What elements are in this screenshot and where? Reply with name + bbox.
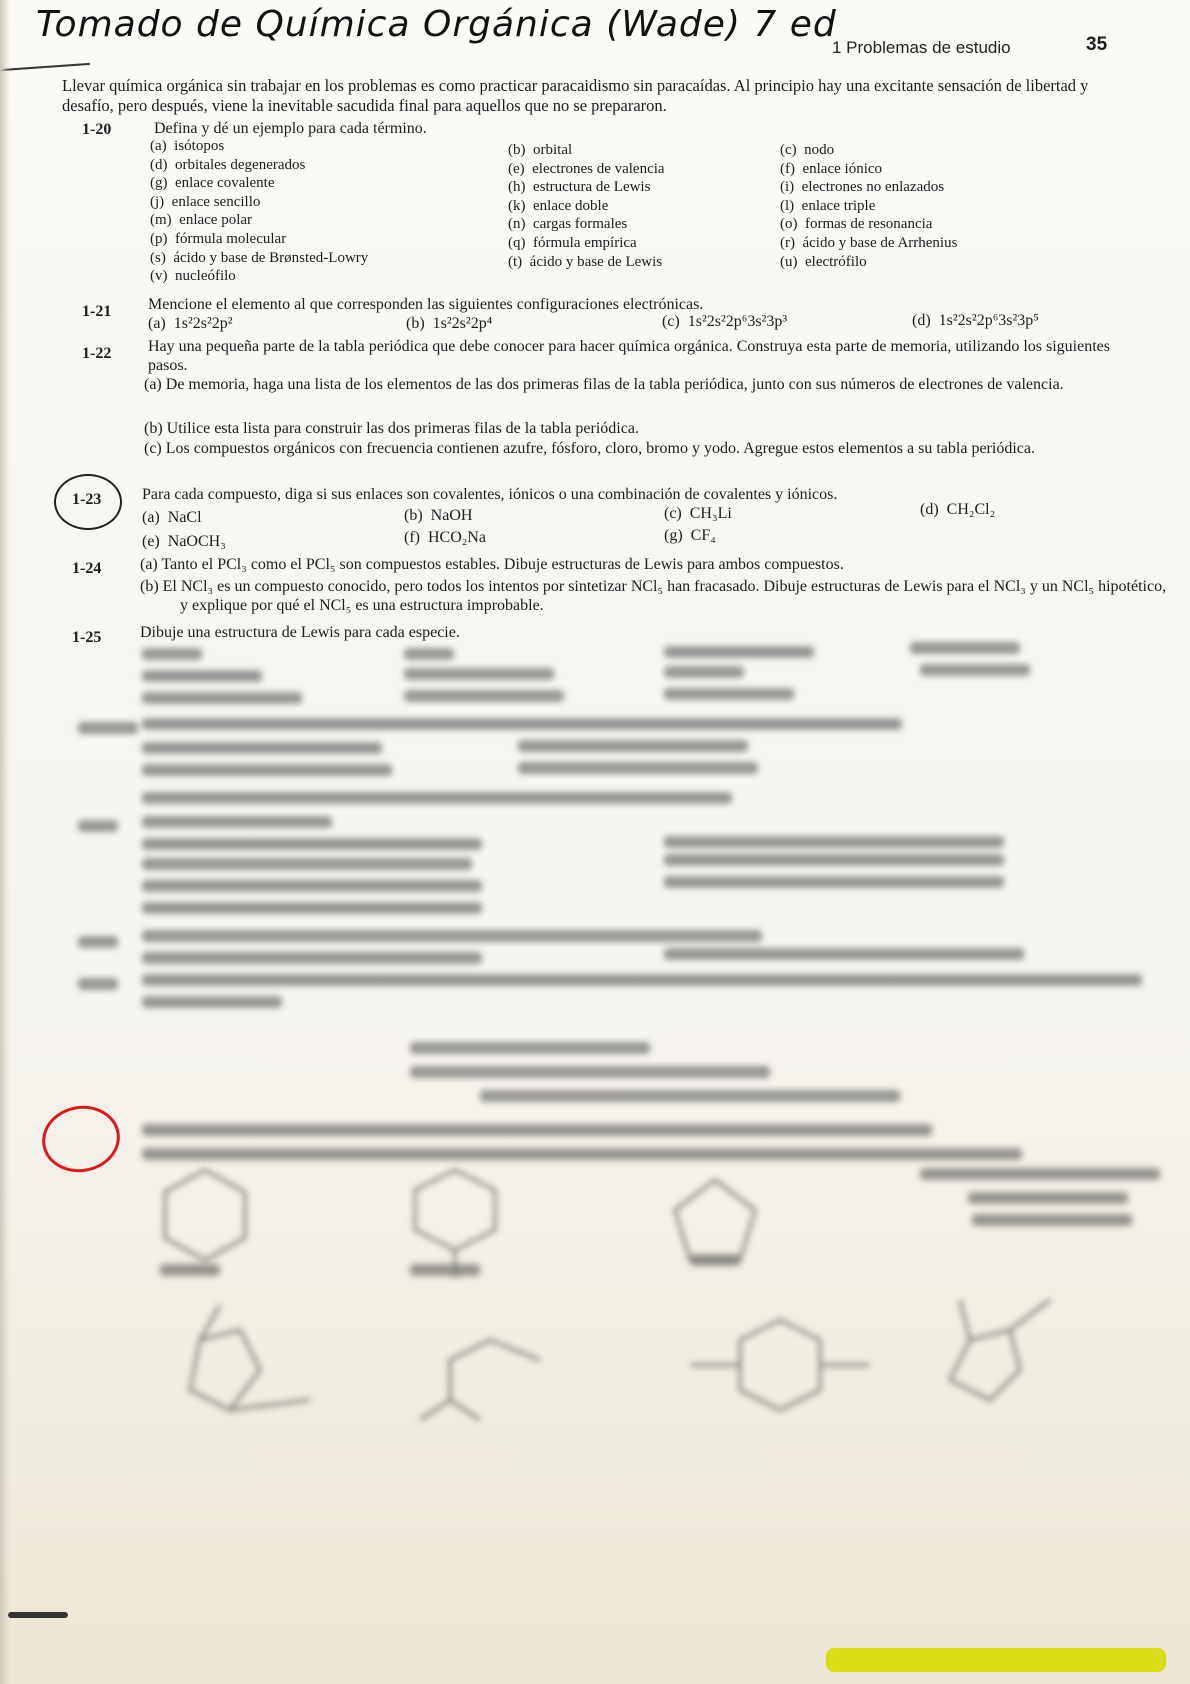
term-column-3 xyxy=(780,141,957,271)
compound-item: (f) HCO₂Na xyxy=(404,529,486,546)
term-item: (p) fórmula molecular xyxy=(150,230,287,247)
term-item: (g) enlace covalente xyxy=(150,175,275,192)
compound-item: (a) NaCl xyxy=(142,509,202,526)
problem-number: 1-21 xyxy=(82,303,112,320)
term-item: (v) nucleófilo xyxy=(150,268,236,285)
problem-number: 1-20 xyxy=(82,121,112,138)
highlighter-mark xyxy=(826,1648,1166,1672)
compound-item: (c) CH₃Li xyxy=(664,505,732,522)
problem-part: (b) Utilice esta lista para construir las dos primeras filas de la tabla periódica. xyxy=(144,420,639,437)
term-item: (q) fórmula empírica xyxy=(508,234,637,251)
problem-part: (c) Los compuestos orgánicos con frecuencia contienen azufre, fósforo, cloro, bromo y yodo. Agregue estos elementos a su tabla periódica. xyxy=(144,440,1035,457)
handwritten-underline xyxy=(0,63,90,71)
compound-item: (g) CF₄ xyxy=(664,527,716,544)
blurred-structure xyxy=(680,1310,880,1420)
blurred-structure xyxy=(150,1160,260,1280)
problem-stem: Dibuje una estructura de Lewis para cada especie. xyxy=(140,624,460,641)
problem-number: 1-22 xyxy=(82,345,112,362)
term-item: (d) orbitales degenerados xyxy=(150,156,306,173)
problem-number: 1-25 xyxy=(72,629,102,646)
term-item: (a) isótopos xyxy=(150,138,225,154)
bottom-left-mark xyxy=(8,1612,68,1618)
term-item: (b) orbital xyxy=(508,142,573,158)
compound-item: (b) NaOH xyxy=(404,507,473,524)
term-item: (h) estructura de Lewis xyxy=(508,179,651,196)
term-item: (j) enlace sencillo xyxy=(150,193,261,210)
term-item: (c) nodo xyxy=(780,142,835,158)
term-column-1 xyxy=(150,137,368,286)
page-number: 35 xyxy=(1086,34,1108,55)
problem-stem: Mencione el elemento al que corresponden las siguientes configuraciones electrónicas. xyxy=(148,296,704,313)
config-item: (b) 1s²2s²2p⁴ xyxy=(406,315,493,332)
term-item: (o) formas de resonancia xyxy=(780,216,933,233)
blurred-structure xyxy=(410,1320,550,1430)
term-item: (i) electrones no enlazados xyxy=(780,179,945,196)
compound-item: (d) CH₂Cl₂ xyxy=(920,501,996,518)
term-item: (f) enlace iónico xyxy=(780,160,883,177)
term-column-2 xyxy=(508,141,665,271)
config-item: (c) 1s²2s²2p⁶3s²3p³ xyxy=(662,313,788,330)
blurred-structure xyxy=(660,1170,770,1280)
problem-number: 1-23 xyxy=(72,491,102,508)
blurred-content xyxy=(0,640,1190,1640)
intro-paragraph: Llevar química orgánica sin trabajar en los problemas es como practicar paracaidismo sin paracaídas. Al principio hay una excitante sensación de libertad y desafío, pero después, viene la inevitable sacudida final para aquellos que no se prepararon. xyxy=(62,76,1089,115)
term-item: (t) ácido y base de Lewis xyxy=(508,253,663,270)
running-header: 1 Problemas de estudio xyxy=(832,38,1011,57)
problem-part: (a) Tanto el PCl₃ como el PCl₅ son compuestos estables. Dibuje estructuras de Lewis para ambos compuestos. xyxy=(140,556,844,573)
config-item: (d) 1s²2s²2p⁶3s²3p⁵ xyxy=(912,312,1039,329)
blurred-structure xyxy=(920,1280,1100,1420)
term-item: (u) electrófilo xyxy=(780,253,867,270)
compound-item: (e) NaOCH₃ xyxy=(142,533,226,550)
term-item: (k) enlace doble xyxy=(508,197,609,214)
blurred-structure xyxy=(400,1160,510,1280)
problem-stem: Defina y dé un ejemplo para cada término. xyxy=(154,120,427,137)
term-item: (n) cargas formales xyxy=(508,216,628,233)
problem-stem: Para cada compuesto, diga si sus enlaces son covalentes, iónicos o una combinación de covalentes y iónicos. xyxy=(142,486,838,503)
problem-number: 1-24 xyxy=(72,560,102,577)
term-item: (r) ácido y base de Arrhenius xyxy=(780,234,958,251)
blurred-structure xyxy=(160,1300,320,1450)
handwritten-title: Tomado de Química Orgánica (Wade) 7 ed xyxy=(36,4,837,45)
term-item: (m) enlace polar xyxy=(150,212,253,229)
problem-part: (b) El NCl₃ es un compuesto conocido, pero todos los intentos por sintetizar NCl₅ han fracasado. Dibuje estructuras de Lewis para el NCl₃ y un NCl₅ hipotético, y explique por qué el NCl₅ es una estructura improbable. xyxy=(140,578,1167,614)
term-item: (l) enlace triple xyxy=(780,197,876,214)
problem-part: (a) De memoria, haga una lista de los elementos de las dos primeras filas de la tabla periódica, junto con sus números de electrones de valencia. xyxy=(144,376,1064,393)
left-edge-shadow xyxy=(0,0,10,1684)
problem-stem: Hay una pequeña parte de la tabla periódica que debe conocer para hacer química orgánica. Construya esta parte de memoria, utilizando los siguientes pasos. xyxy=(148,338,1110,374)
term-item: (e) electrones de valencia xyxy=(508,160,665,177)
config-item: (a) 1s²2s²2p² xyxy=(148,315,233,332)
term-item: (s) ácido y base de Brønsted-Lowry xyxy=(150,249,369,266)
